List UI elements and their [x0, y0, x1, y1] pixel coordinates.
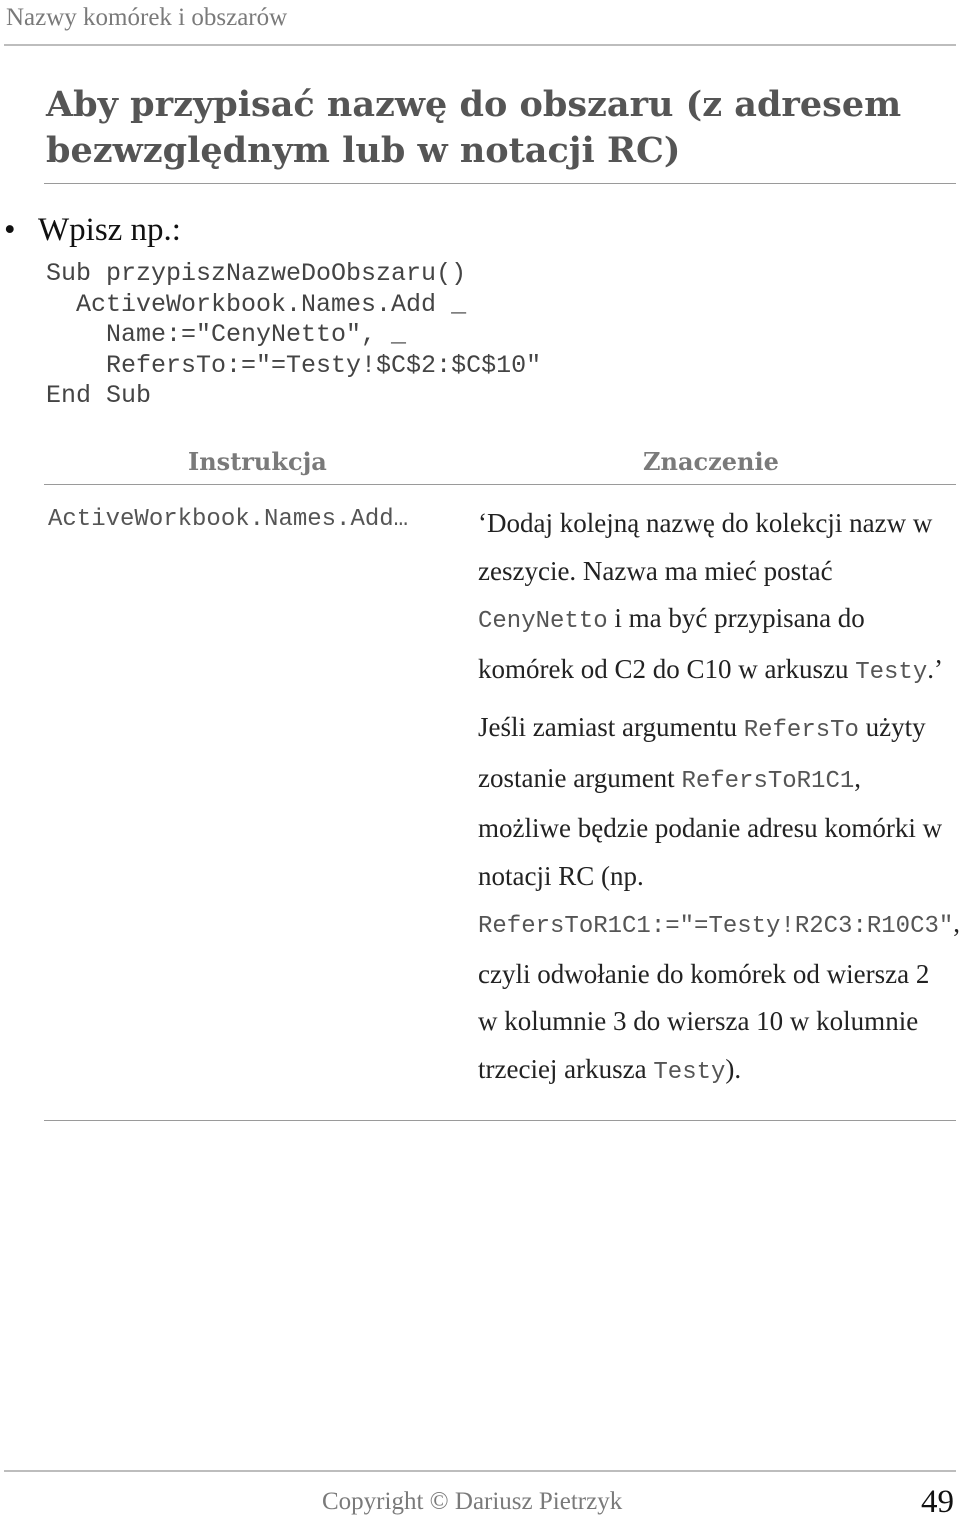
- page-header-title: Nazwy komórek i obszarów: [6, 4, 288, 31]
- inline-code: CenyNetto: [478, 608, 608, 635]
- code-line: End Sub: [46, 381, 152, 410]
- code-line: ActiveWorkbook.Names.Add _: [46, 289, 467, 319]
- meaning-text: i ma być przypisana do komórek od C2 do C10 w arkuszu: [478, 603, 865, 684]
- meaning-paragraph: [478, 704, 960, 1096]
- meaning-text: ‘Dodaj kolejną nazwę do kolekcji nazw w zeszycie. Nazwa ma mieć postać: [478, 508, 933, 586]
- inline-code: RefersTo: [743, 717, 859, 744]
- bullet-dot-icon: •: [4, 212, 16, 248]
- table-header-divider: [44, 484, 956, 485]
- instruction-cell: ActiveWorkbook.Names.Add…: [48, 506, 409, 533]
- meaning-text: .’: [927, 653, 943, 684]
- meaning-text: ).: [725, 1053, 742, 1084]
- bullet-text: Wpisz np.:: [38, 212, 181, 248]
- inline-code: Testy: [855, 658, 928, 686]
- footer-copyright: Copyright © Dariusz Pietrzyk: [322, 1488, 623, 1515]
- column-header-meaning: Znaczenie: [643, 447, 779, 476]
- heading-divider: [44, 183, 956, 184]
- meaning-cell: [478, 500, 960, 1096]
- meaning-text: Jeśli zamiast argumentu: [478, 712, 744, 742]
- meaning-text: , możliwe będzie podanie adresu komórki w notacji RC (np.: [478, 762, 943, 891]
- code-line: Sub przypiszNazweDoObszaru(): [46, 259, 467, 288]
- inline-code: RefersToR1C1:="=Testy!R2C3:R10C3": [478, 913, 954, 940]
- section-heading: Aby przypisać nazwę do obszaru (z adresem bezwzględnym lub w notacji RC): [46, 84, 902, 171]
- code-line: RefersTo:="=Testy!$C$2:$C$10": [46, 350, 542, 380]
- footer-divider: [4, 1470, 956, 1472]
- meaning-paragraph: [478, 500, 946, 696]
- inline-code: RefersToR1C1: [681, 767, 855, 795]
- header-divider: [4, 44, 956, 46]
- table-bottom-divider: [44, 1120, 956, 1121]
- page-number: 49: [921, 1484, 954, 1520]
- code-line: Name:="CenyNetto", _: [46, 320, 407, 349]
- code-example: [46, 259, 541, 412]
- inline-code: Testy: [653, 1058, 726, 1086]
- meaning-text: użyty zostanie argument: [478, 712, 926, 793]
- meaning-text: , czyli odwołanie do komórek od wiersza 2 w kolumnie 3 do wiersza 10 w kolumnie trzeciej arkusza: [478, 908, 960, 1084]
- column-header-instruction: Instrukcja: [188, 447, 327, 476]
